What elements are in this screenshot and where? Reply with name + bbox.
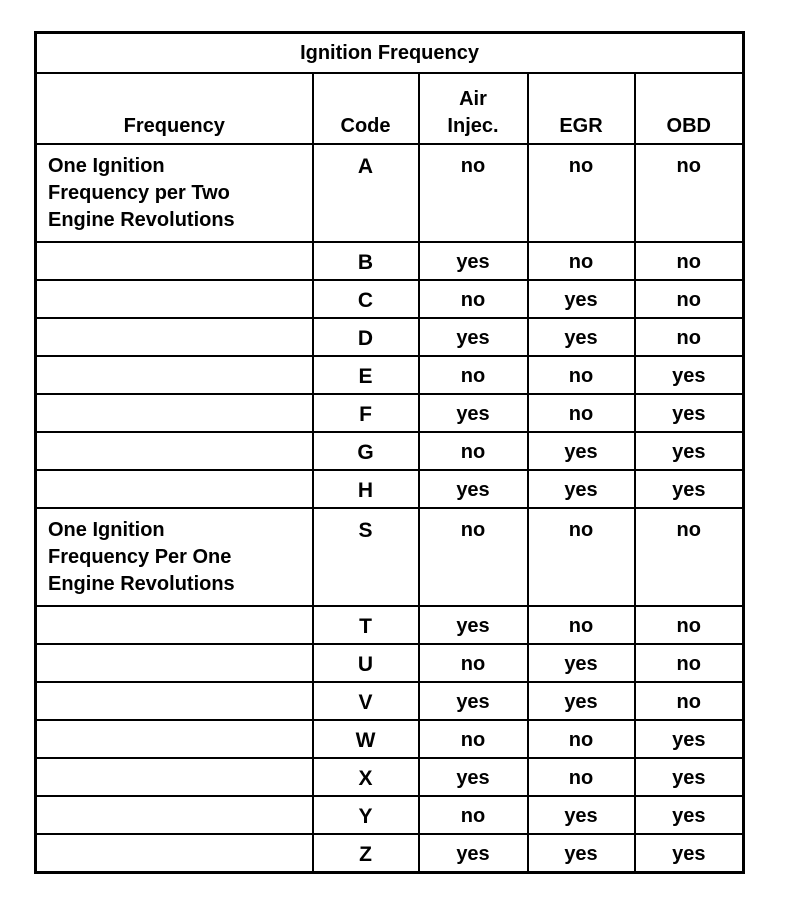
code-cell: F bbox=[313, 394, 419, 432]
header-air-line2: Injec. bbox=[447, 115, 499, 137]
frequency-line: One Ignition bbox=[48, 155, 165, 177]
header-obd: OBD bbox=[635, 73, 744, 144]
frequency-cell bbox=[36, 644, 313, 682]
air-injection-cell: yes bbox=[419, 394, 528, 432]
frequency-cell bbox=[36, 318, 313, 356]
frequency-line: Engine Revolutions bbox=[48, 573, 235, 595]
obd-cell: no bbox=[635, 242, 744, 280]
code-cell: W bbox=[313, 720, 419, 758]
egr-cell: no bbox=[528, 242, 635, 280]
table-row bbox=[36, 508, 744, 606]
obd-cell: no bbox=[635, 144, 744, 242]
egr-cell: no bbox=[528, 606, 635, 644]
egr-cell: yes bbox=[528, 796, 635, 834]
obd-cell: yes bbox=[635, 356, 744, 394]
table-row bbox=[36, 280, 744, 318]
egr-cell: yes bbox=[528, 318, 635, 356]
table-row bbox=[36, 356, 744, 394]
egr-cell: no bbox=[528, 508, 635, 606]
frequency-cell bbox=[36, 720, 313, 758]
frequency-cell bbox=[36, 606, 313, 644]
frequency-cell bbox=[36, 432, 313, 470]
table-row bbox=[36, 644, 744, 682]
table-row bbox=[36, 796, 744, 834]
frequency-cell bbox=[36, 834, 313, 873]
table-title: Ignition Frequency bbox=[36, 33, 744, 74]
air-injection-cell: no bbox=[419, 280, 528, 318]
code-cell: D bbox=[313, 318, 419, 356]
air-injection-cell: no bbox=[419, 356, 528, 394]
frequency-cell bbox=[36, 144, 313, 242]
header-egr: EGR bbox=[528, 73, 635, 144]
egr-cell: yes bbox=[528, 280, 635, 318]
frequency-cell bbox=[36, 280, 313, 318]
air-injection-cell: no bbox=[419, 796, 528, 834]
air-injection-cell: no bbox=[419, 644, 528, 682]
egr-cell: no bbox=[528, 144, 635, 242]
obd-cell: no bbox=[635, 682, 744, 720]
air-injection-cell: yes bbox=[419, 318, 528, 356]
ignition-frequency-table bbox=[34, 31, 745, 874]
air-injection-cell: no bbox=[419, 432, 528, 470]
code-cell: B bbox=[313, 242, 419, 280]
table-row bbox=[36, 470, 744, 508]
code-cell: C bbox=[313, 280, 419, 318]
obd-cell: no bbox=[635, 606, 744, 644]
obd-cell: yes bbox=[635, 394, 744, 432]
air-injection-cell: yes bbox=[419, 242, 528, 280]
egr-cell: yes bbox=[528, 644, 635, 682]
code-cell: V bbox=[313, 682, 419, 720]
obd-cell: no bbox=[635, 318, 744, 356]
air-injection-cell: yes bbox=[419, 470, 528, 508]
air-injection-cell: yes bbox=[419, 606, 528, 644]
obd-cell: yes bbox=[635, 720, 744, 758]
table-row bbox=[36, 432, 744, 470]
table-row bbox=[36, 242, 744, 280]
code-cell: G bbox=[313, 432, 419, 470]
air-injection-cell: no bbox=[419, 720, 528, 758]
obd-cell: no bbox=[635, 508, 744, 606]
code-cell: S bbox=[313, 508, 419, 606]
frequency-cell bbox=[36, 508, 313, 606]
frequency-cell bbox=[36, 242, 313, 280]
egr-cell: no bbox=[528, 356, 635, 394]
header-air-line1: Air bbox=[459, 88, 487, 110]
table-row bbox=[36, 834, 744, 873]
frequency-cell bbox=[36, 682, 313, 720]
code-cell: Y bbox=[313, 796, 419, 834]
frequency-cell bbox=[36, 394, 313, 432]
frequency-line: Frequency Per One bbox=[48, 546, 232, 568]
air-injection-cell: yes bbox=[419, 682, 528, 720]
obd-cell: no bbox=[635, 280, 744, 318]
frequency-cell bbox=[36, 470, 313, 508]
air-injection-cell: yes bbox=[419, 758, 528, 796]
obd-cell: yes bbox=[635, 432, 744, 470]
frequency-cell bbox=[36, 758, 313, 796]
egr-cell: no bbox=[528, 758, 635, 796]
egr-cell: yes bbox=[528, 834, 635, 873]
egr-cell: yes bbox=[528, 432, 635, 470]
table-body bbox=[36, 144, 744, 873]
frequency-line: Frequency per Two bbox=[48, 182, 230, 204]
code-cell: U bbox=[313, 644, 419, 682]
egr-cell: no bbox=[528, 720, 635, 758]
frequency-cell bbox=[36, 356, 313, 394]
code-cell: T bbox=[313, 606, 419, 644]
obd-cell: no bbox=[635, 644, 744, 682]
air-injection-cell: no bbox=[419, 144, 528, 242]
table-row bbox=[36, 144, 744, 242]
table-row bbox=[36, 606, 744, 644]
code-cell: Z bbox=[313, 834, 419, 873]
header-frequency: Frequency bbox=[36, 73, 313, 144]
obd-cell: yes bbox=[635, 796, 744, 834]
obd-cell: yes bbox=[635, 758, 744, 796]
air-injection-cell: no bbox=[419, 508, 528, 606]
code-cell: H bbox=[313, 470, 419, 508]
table-row bbox=[36, 758, 744, 796]
table-row bbox=[36, 318, 744, 356]
frequency-line: Engine Revolutions bbox=[48, 209, 235, 231]
code-cell: E bbox=[313, 356, 419, 394]
frequency-cell bbox=[36, 796, 313, 834]
header-code: Code bbox=[313, 73, 419, 144]
air-injection-cell: yes bbox=[419, 834, 528, 873]
egr-cell: no bbox=[528, 394, 635, 432]
header-air-injection bbox=[419, 73, 528, 144]
code-cell: A bbox=[313, 144, 419, 242]
table-row bbox=[36, 394, 744, 432]
table-row bbox=[36, 720, 744, 758]
code-cell: X bbox=[313, 758, 419, 796]
table-row bbox=[36, 682, 744, 720]
egr-cell: yes bbox=[528, 470, 635, 508]
egr-cell: yes bbox=[528, 682, 635, 720]
obd-cell: yes bbox=[635, 834, 744, 873]
obd-cell: yes bbox=[635, 470, 744, 508]
frequency-line: One Ignition bbox=[48, 519, 165, 541]
